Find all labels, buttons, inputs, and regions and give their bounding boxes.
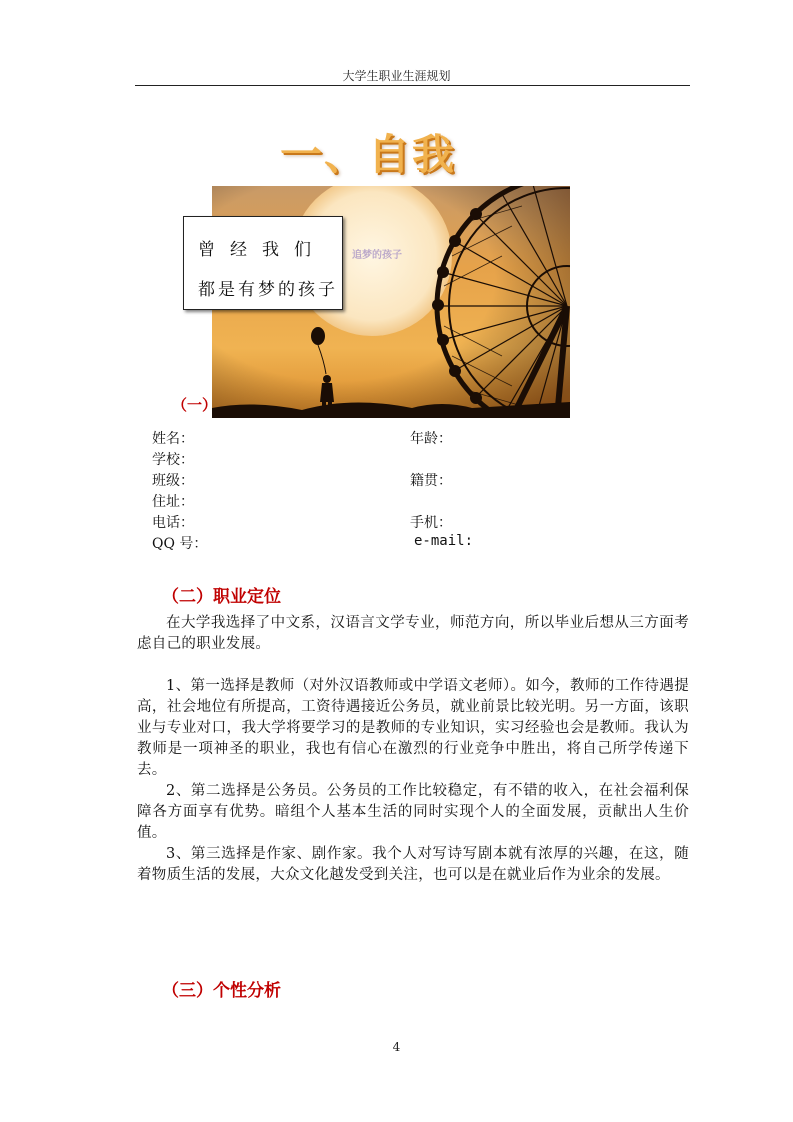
section-2-items: [137, 676, 689, 886]
paragraph-item-2: 2、第二选择是公务员。公务员的工作比较稳定，有不错的收入，在社会福利保障各方面享有优势。暗组个人基本生活的同时实现个人的全面发展，贡献出人生价值。: [137, 783, 689, 841]
header-rule: [135, 85, 690, 86]
info-name-label: 姓名：: [152, 431, 194, 447]
info-hometown-label: 籍贯：: [410, 473, 452, 489]
info-qq-label: QQ 号：: [152, 536, 208, 552]
hero-watermark: 追梦的孩子: [352, 250, 402, 261]
info-phone-label: 电话：: [152, 515, 194, 531]
paragraph: 在大学我选择了中文系，汉语言文学专业，师范方向，所以毕业后想从三方面考虑自己的职业发展。: [137, 615, 689, 652]
quote-line: 都是有梦的孩子: [198, 280, 338, 300]
info-address-label: 住址：: [152, 494, 194, 510]
info-email-label: e-mail:: [414, 533, 474, 549]
quote-box: [183, 216, 343, 310]
paragraph-item-3: 3、第三选择是作家、剧作家。我个人对写诗写剧本就有浓厚的兴趣，在这，随着物质生活的发展，大众文化越发受到关注，也可以是在就业后作为业余的发展。: [137, 846, 689, 883]
section-3-heading: （三）个性分析: [162, 981, 281, 1001]
quote-line: 曾经我们: [198, 240, 326, 260]
chapter-title: 一、自我: [280, 130, 457, 179]
info-class-label: 班级：: [152, 473, 194, 489]
running-header: 大学生职业生涯规划: [342, 69, 451, 83]
section-2-intro: [137, 613, 689, 655]
info-age-label: 年龄：: [410, 431, 452, 447]
section-1-label: （一）: [172, 396, 218, 414]
paragraph-item-1: 1、第一选择是教师（对外汉语教师或中学语文老师）。如今，教师的工作待遇提高，社会地位有所提高，工资待遇接近公务员，就业前景比较光明。另一方面，该职业与专业对口，我大学将要学习的是教师的专业知识，实习经验也会是教师。我认为教师是一项神圣的职业，我也有信心在激烈的行业竞争中胜出，将自己所学传递下去。: [137, 678, 689, 778]
section-2-heading: （二）职业定位: [162, 587, 281, 607]
info-school-label: 学校：: [152, 452, 194, 468]
info-mobile-label: 手机：: [410, 515, 452, 531]
page-number: 4: [392, 1040, 401, 1054]
